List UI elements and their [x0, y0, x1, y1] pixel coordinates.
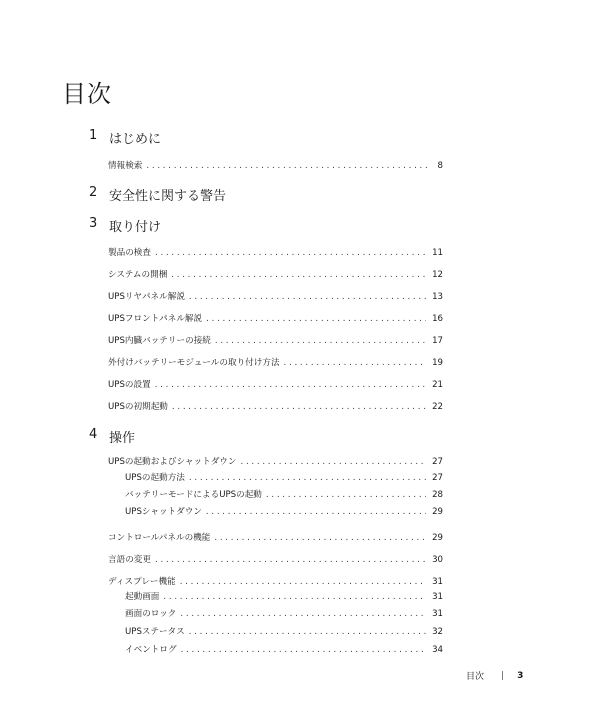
- toc-entry-page: 31: [432, 592, 443, 602]
- toc-entry-page: 13: [432, 292, 443, 302]
- dot-leader: [240, 457, 426, 467]
- dot-leader: [206, 507, 426, 517]
- footer-page-number: 3: [517, 670, 524, 681]
- dot-leader: [284, 358, 427, 368]
- dot-leader: [266, 490, 426, 500]
- chapter-title: 取り付け: [109, 220, 162, 235]
- toc-entry-shutdown[interactable]: [125, 505, 443, 517]
- toc-entry-label: UPSの初期起動: [108, 402, 168, 412]
- toc-entry-startup-shutdown[interactable]: [108, 455, 443, 467]
- toc-entry-label: UPS内臓バッテリーの接続: [108, 336, 211, 346]
- dot-leader: [171, 270, 426, 280]
- toc-entry-label: UPSの起動およびシャットダウン: [108, 457, 237, 467]
- footer-label: 目次: [466, 672, 485, 682]
- chapter-number: 2: [89, 185, 98, 200]
- dot-leader: [155, 555, 426, 565]
- toc-entry-battery-mode-startup[interactable]: [125, 488, 443, 500]
- toc-entry-label: 画面のロック: [125, 609, 177, 619]
- dot-leader: [181, 645, 426, 655]
- chapter-3-heading: [89, 216, 161, 235]
- chapter-title: 安全性に関する警告: [109, 189, 227, 204]
- chapter-1-heading: [89, 128, 161, 147]
- dot-leader: [155, 380, 426, 390]
- toc-entry-page: 31: [432, 609, 443, 619]
- dot-leader: [206, 314, 426, 324]
- toc-entry-label: UPSリヤパネル解説: [108, 292, 185, 302]
- toc-entry-page: 27: [432, 457, 443, 467]
- chapter-4-heading: [89, 427, 135, 446]
- toc-entry-page: 34: [432, 645, 443, 655]
- dot-leader: [146, 161, 427, 171]
- toc-entry-page: 17: [432, 336, 443, 346]
- toc-entry-page: 30: [432, 555, 443, 565]
- toc-entry-product-inspection[interactable]: [108, 246, 443, 258]
- toc-entry-label: UPSの設置: [108, 380, 151, 390]
- toc-entry-label: コントロールパネルの機能: [108, 533, 211, 543]
- chapter-number: 4: [89, 427, 98, 442]
- toc-entry-unpacking[interactable]: [108, 268, 443, 280]
- toc-entry-display[interactable]: [108, 575, 443, 587]
- toc-entry-external-battery[interactable]: [108, 356, 443, 368]
- toc-entry-control-panel[interactable]: [108, 531, 443, 543]
- toc-entry-initial-startup[interactable]: [108, 400, 443, 412]
- chapter-2-heading: [89, 185, 226, 204]
- dot-leader: [163, 592, 426, 602]
- toc-entry-startup-method[interactable]: [125, 471, 443, 483]
- toc-entry-page: 31: [432, 577, 443, 587]
- dot-leader: [155, 248, 426, 258]
- toc-entry-page: 19: [432, 358, 443, 368]
- dot-leader: [189, 473, 426, 483]
- toc-entry-label: イベントログ: [125, 645, 177, 655]
- toc-entry-label: システムの開梱: [108, 270, 168, 280]
- chapter-number: 3: [89, 216, 98, 231]
- chapter-title: はじめに: [109, 132, 162, 147]
- page-footer: [466, 669, 523, 682]
- toc-entry-page: 29: [432, 533, 443, 543]
- dot-leader: [214, 533, 426, 543]
- chapter-title: 操作: [109, 431, 136, 446]
- toc-entry-label: UPSフロントパネル解説: [108, 314, 203, 324]
- dot-leader: [189, 292, 426, 302]
- dot-leader: [215, 336, 426, 346]
- toc-entry-front-panel[interactable]: [108, 312, 443, 324]
- toc-entry-page: 22: [432, 402, 443, 412]
- toc-entry-label: UPSの起動方法: [125, 473, 185, 483]
- toc-entry-ups-status[interactable]: [125, 625, 443, 637]
- toc-entry-label: UPSステータス: [125, 627, 185, 637]
- toc-entry-label: ディスプレー機能: [108, 577, 176, 587]
- toc-entry-event-log[interactable]: [125, 643, 443, 655]
- toc-entry-page: 27: [432, 473, 443, 483]
- dot-leader: [180, 577, 426, 587]
- toc-entry-label: UPSシャットダウン: [125, 507, 202, 517]
- toc-entry-page: 12: [432, 270, 443, 280]
- toc-entry-screen-lock[interactable]: [125, 607, 443, 619]
- toc-entry-label: 起動画面: [125, 592, 160, 602]
- toc-entry-page: 16: [432, 314, 443, 324]
- toc-entry-label: バッテリーモードによるUPSの起動: [125, 490, 262, 500]
- toc-entry-label: 情報検索: [108, 161, 143, 171]
- toc-entry-info-search[interactable]: [108, 159, 443, 171]
- toc-entry-page: 28: [432, 490, 443, 500]
- dot-leader: [180, 609, 426, 619]
- dot-leader: [172, 402, 426, 412]
- toc-entry-rear-panel[interactable]: [108, 290, 443, 302]
- toc-entry-internal-battery[interactable]: [108, 334, 443, 346]
- toc-entry-label: 言語の変更: [108, 555, 151, 565]
- toc-entry-page: 21: [432, 380, 443, 390]
- toc-entry-startup-screen[interactable]: [125, 590, 443, 602]
- toc-entry-page: 11: [432, 248, 443, 258]
- page-title: 目次: [62, 80, 112, 108]
- toc-entry-page: 29: [432, 507, 443, 517]
- footer-separator: |: [501, 670, 505, 681]
- dot-leader: [189, 627, 426, 637]
- toc-entry-page: 8: [437, 161, 443, 171]
- chapter-number: 1: [89, 128, 98, 143]
- toc-entry-label: 外付けバッテリーモジュールの取り付け方法: [108, 358, 280, 368]
- toc-entry-language[interactable]: [108, 553, 443, 565]
- toc-entry-installation[interactable]: [108, 378, 443, 390]
- toc-entry-label: 製品の検査: [108, 248, 151, 258]
- toc-entry-page: 32: [432, 627, 443, 637]
